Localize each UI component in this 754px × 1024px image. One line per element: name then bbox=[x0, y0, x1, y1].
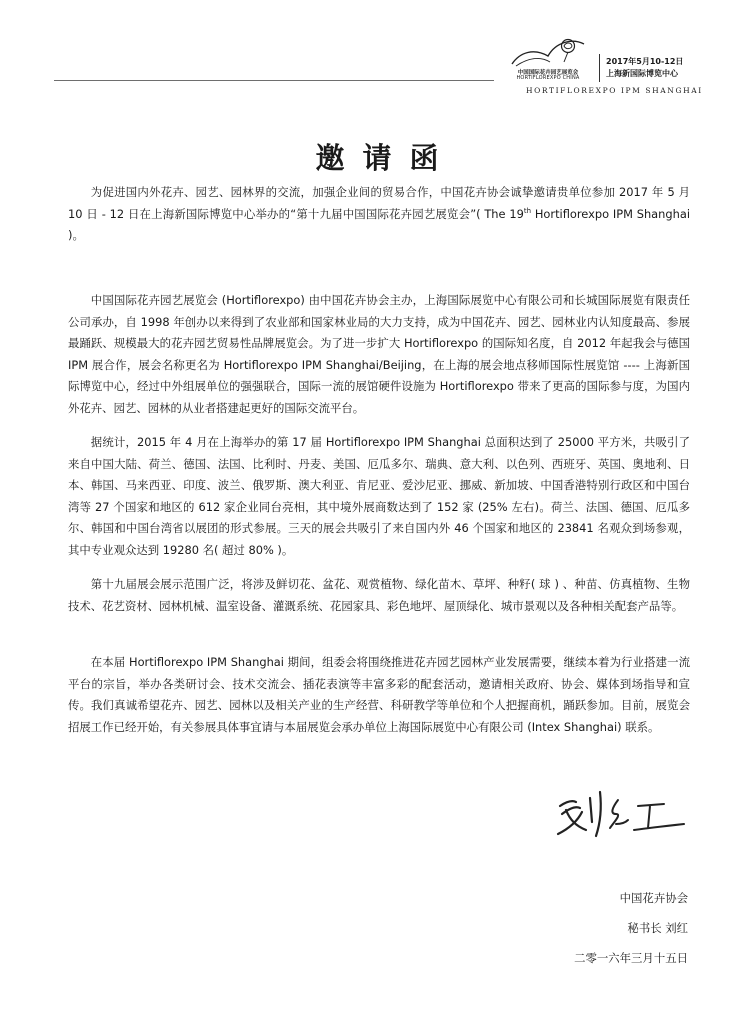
flower-logo-icon bbox=[510, 34, 586, 68]
paragraph-statistics: 据统计，2015 年 4 月在上海举办的第 17 届 Hortiflorexpo IPM Shanghai 总面积达到了 25000 平方米，共吸引了来自中国大陆、荷兰、德国、法国、比利时、丹麦、美国、厄瓜多尔、瑞典、意大利、以色列、西班牙、英国、奥地利、日本、韩国、马来西亚、印度、波兰、俄罗斯、澳大利亚、肯尼亚、爱沙尼亚、挪威、新加坡、中国香港特别行政区和中国台湾等 27 个国家和地区的 612 家企业同台亮相，其中境外展商数达到了 152 家 (25% 左右)。荷兰、法国、德国、厄瓜多尔、韩国和中国台湾省以展团的形式参展。三天的展会共吸引了来自国内外 46 个国家和地区的 23841 名观众到场参观，其中专业观众达到 19280 名( 超过 80% )。 bbox=[68, 435, 690, 557]
paragraph-background: 中国国际花卉园艺展览会 (Hortiflorexpo) 由中国花卉协会主办，上海国际展览中心有限公司和长城国际展览有限责任公司承办，自 1998 年创办以来得到了农业部和国家林业局的大力支持，成为中国花卉、园艺、园林业内认知度最高、参展最踊跃、规模最大的花卉园艺贸易性品牌展览会。为了进一步扩大 Hortiflorexpo 的国际知名度，自 2012 年起我会与德国 IPM 展合作，展会名称更名为 Hortiflorexpo IPM Shanghai/Beijing，在上海的展会地点移师国际性展览馆 ---- 上海新国际博览中心，经过中外组展单位的强强联合，国际一流的展馆硬件设施为 Hortiflorexpo 带来了更高的国际参与度，为国内外花卉、园艺、园林的从业者搭建起更好的国际交流平台。 bbox=[68, 293, 690, 415]
brand-line: HORTIFLOREXPO IPM SHANGHAI bbox=[526, 86, 703, 95]
logo-chinese-name: 中国国际花卉园艺展览会 bbox=[517, 70, 579, 76]
header-rule bbox=[54, 80, 494, 81]
paragraph-scope: 第十九届展会展示范围广泛，将涉及鲜切花、盆花、观赏植物、绿化苗木、草坪、种籽( 球 ) 、种苗、仿真植物、生物技术、花艺资材、园林机械、温室设备、灌溉系统、花园家具、彩色地坪、屋顶绿化、城市景观以及各种相关配套产品等。 bbox=[68, 577, 690, 613]
logo-english-name: HORTIFLOREXPO CHINA bbox=[516, 75, 580, 81]
signature-image bbox=[552, 784, 692, 844]
event-info bbox=[606, 56, 683, 80]
event-venue: 上海新国际博览中心 bbox=[606, 69, 678, 78]
signing-date: 二零一六年三月十五日 bbox=[574, 951, 688, 965]
handwritten-signature bbox=[552, 784, 692, 844]
event-date: 2017年5月10-12日 bbox=[606, 57, 684, 66]
document-title: 邀请函 bbox=[315, 141, 457, 175]
paragraph-activities: 在本届 Hortiflorexpo IPM Shanghai 期间，组委会将围绕推进花卉园艺园林产业发展需要，继续本着为行业搭建一流平台的宗旨，举办各类研讨会、技术交流会、插花表演等丰富多彩的配套活动，邀请相关政府、协会、媒体到场指导和宣传。我们真诚希望花卉、园艺、园林以及相关产业的生产经营、科研教学等单位和个人把握商机，踊跃参加。目前，展览会招展工作已经开始，有关参展具体事宜请与本届展览会承办单位上海国际展览中心有限公司 (Intex Shanghai) 联系。 bbox=[68, 655, 690, 734]
signer-name: 秘书长 刘红 bbox=[627, 921, 688, 935]
organization-name: 中国花卉协会 bbox=[619, 891, 688, 905]
ordinal-suffix: th bbox=[523, 206, 532, 215]
paragraph-intro bbox=[68, 182, 690, 247]
hortiflorexpo-logo bbox=[500, 34, 596, 84]
paragraph-intro-end: Hortiflorexpo IPM Shanghai )。 bbox=[68, 206, 690, 243]
header-divider bbox=[599, 54, 600, 82]
paragraph-intro-text: 为促进国内外花卉、园艺、园林界的交流，加强企业间的贸易合作，中国花卉协会诚挚邀请贵单位参加 2017 年 5 月 10 日 - 12 日在上海新国际博览中心举办的“第十九届中国国际花卉园艺展览会”( The 19 bbox=[68, 185, 690, 221]
